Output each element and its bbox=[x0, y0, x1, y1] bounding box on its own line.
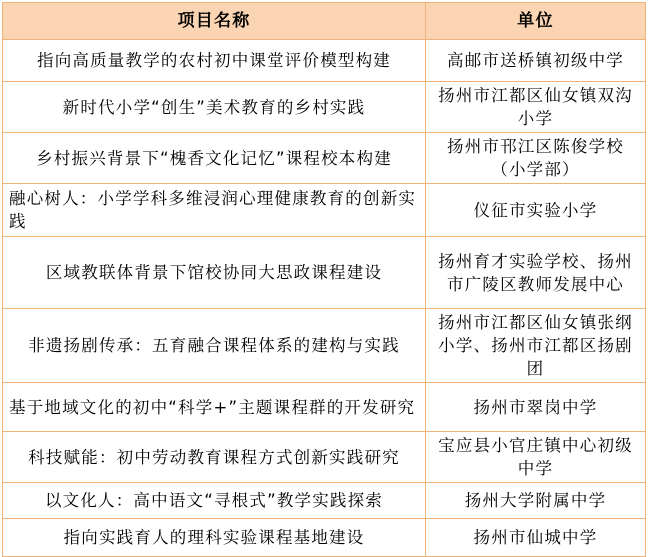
project-name-cell: 融心树人：小学学科多维浸润心理健康教育的创新实践 bbox=[3, 184, 426, 237]
header-project-name: 项目名称 bbox=[3, 3, 426, 40]
table-row bbox=[3, 40, 646, 82]
table-row bbox=[3, 309, 646, 383]
project-name-cell: 基于地域文化的初中“科学+”主题课程群的开发研究 bbox=[3, 383, 426, 432]
unit-cell: 扬州大学附属中学 bbox=[426, 483, 646, 519]
table-header-row bbox=[3, 3, 646, 40]
unit-cell: 宝应县小官庄镇中心初级中学 bbox=[426, 432, 646, 483]
project-name-cell: 非遗扬剧传承：五育融合课程体系的建构与实践 bbox=[3, 309, 426, 383]
project-name-cell: 新时代小学“创生”美术教育的乡村实践 bbox=[3, 82, 426, 133]
project-table bbox=[2, 2, 646, 557]
table-row bbox=[3, 483, 646, 519]
unit-cell: 扬州市江都区仙女镇张纲小学、扬州市江都区扬剧团 bbox=[426, 309, 646, 383]
unit-cell: 扬州市邗江区陈俊学校（小学部） bbox=[426, 133, 646, 184]
table-row bbox=[3, 383, 646, 432]
project-name-cell: 以文化人：高中语文“寻根式”教学实践探索 bbox=[3, 483, 426, 519]
table-row bbox=[3, 519, 646, 557]
project-name-cell: 指向实践育人的理科实验课程基地建设 bbox=[3, 519, 426, 557]
unit-cell: 扬州市仙城中学 bbox=[426, 519, 646, 557]
project-name-cell: 区域教联体背景下馆校协同大思政课程建设 bbox=[3, 237, 426, 309]
unit-cell: 扬州育才实验学校、扬州市广陵区教师发展中心 bbox=[426, 237, 646, 309]
table-row bbox=[3, 184, 646, 237]
unit-cell: 仪征市实验小学 bbox=[426, 184, 646, 237]
table-row bbox=[3, 237, 646, 309]
unit-cell: 扬州市江都区仙女镇双沟小学 bbox=[426, 82, 646, 133]
project-name-cell: 科技赋能：初中劳动教育课程方式创新实践研究 bbox=[3, 432, 426, 483]
table-row bbox=[3, 133, 646, 184]
header-unit: 单位 bbox=[426, 3, 646, 40]
project-name-cell: 指向高质量教学的农村初中课堂评价模型构建 bbox=[3, 40, 426, 82]
project-name-cell: 乡村振兴背景下“槐香文化记忆”课程校本构建 bbox=[3, 133, 426, 184]
unit-cell: 高邮市送桥镇初级中学 bbox=[426, 40, 646, 82]
unit-cell: 扬州市翠岗中学 bbox=[426, 383, 646, 432]
table-row bbox=[3, 432, 646, 483]
table-row bbox=[3, 82, 646, 133]
